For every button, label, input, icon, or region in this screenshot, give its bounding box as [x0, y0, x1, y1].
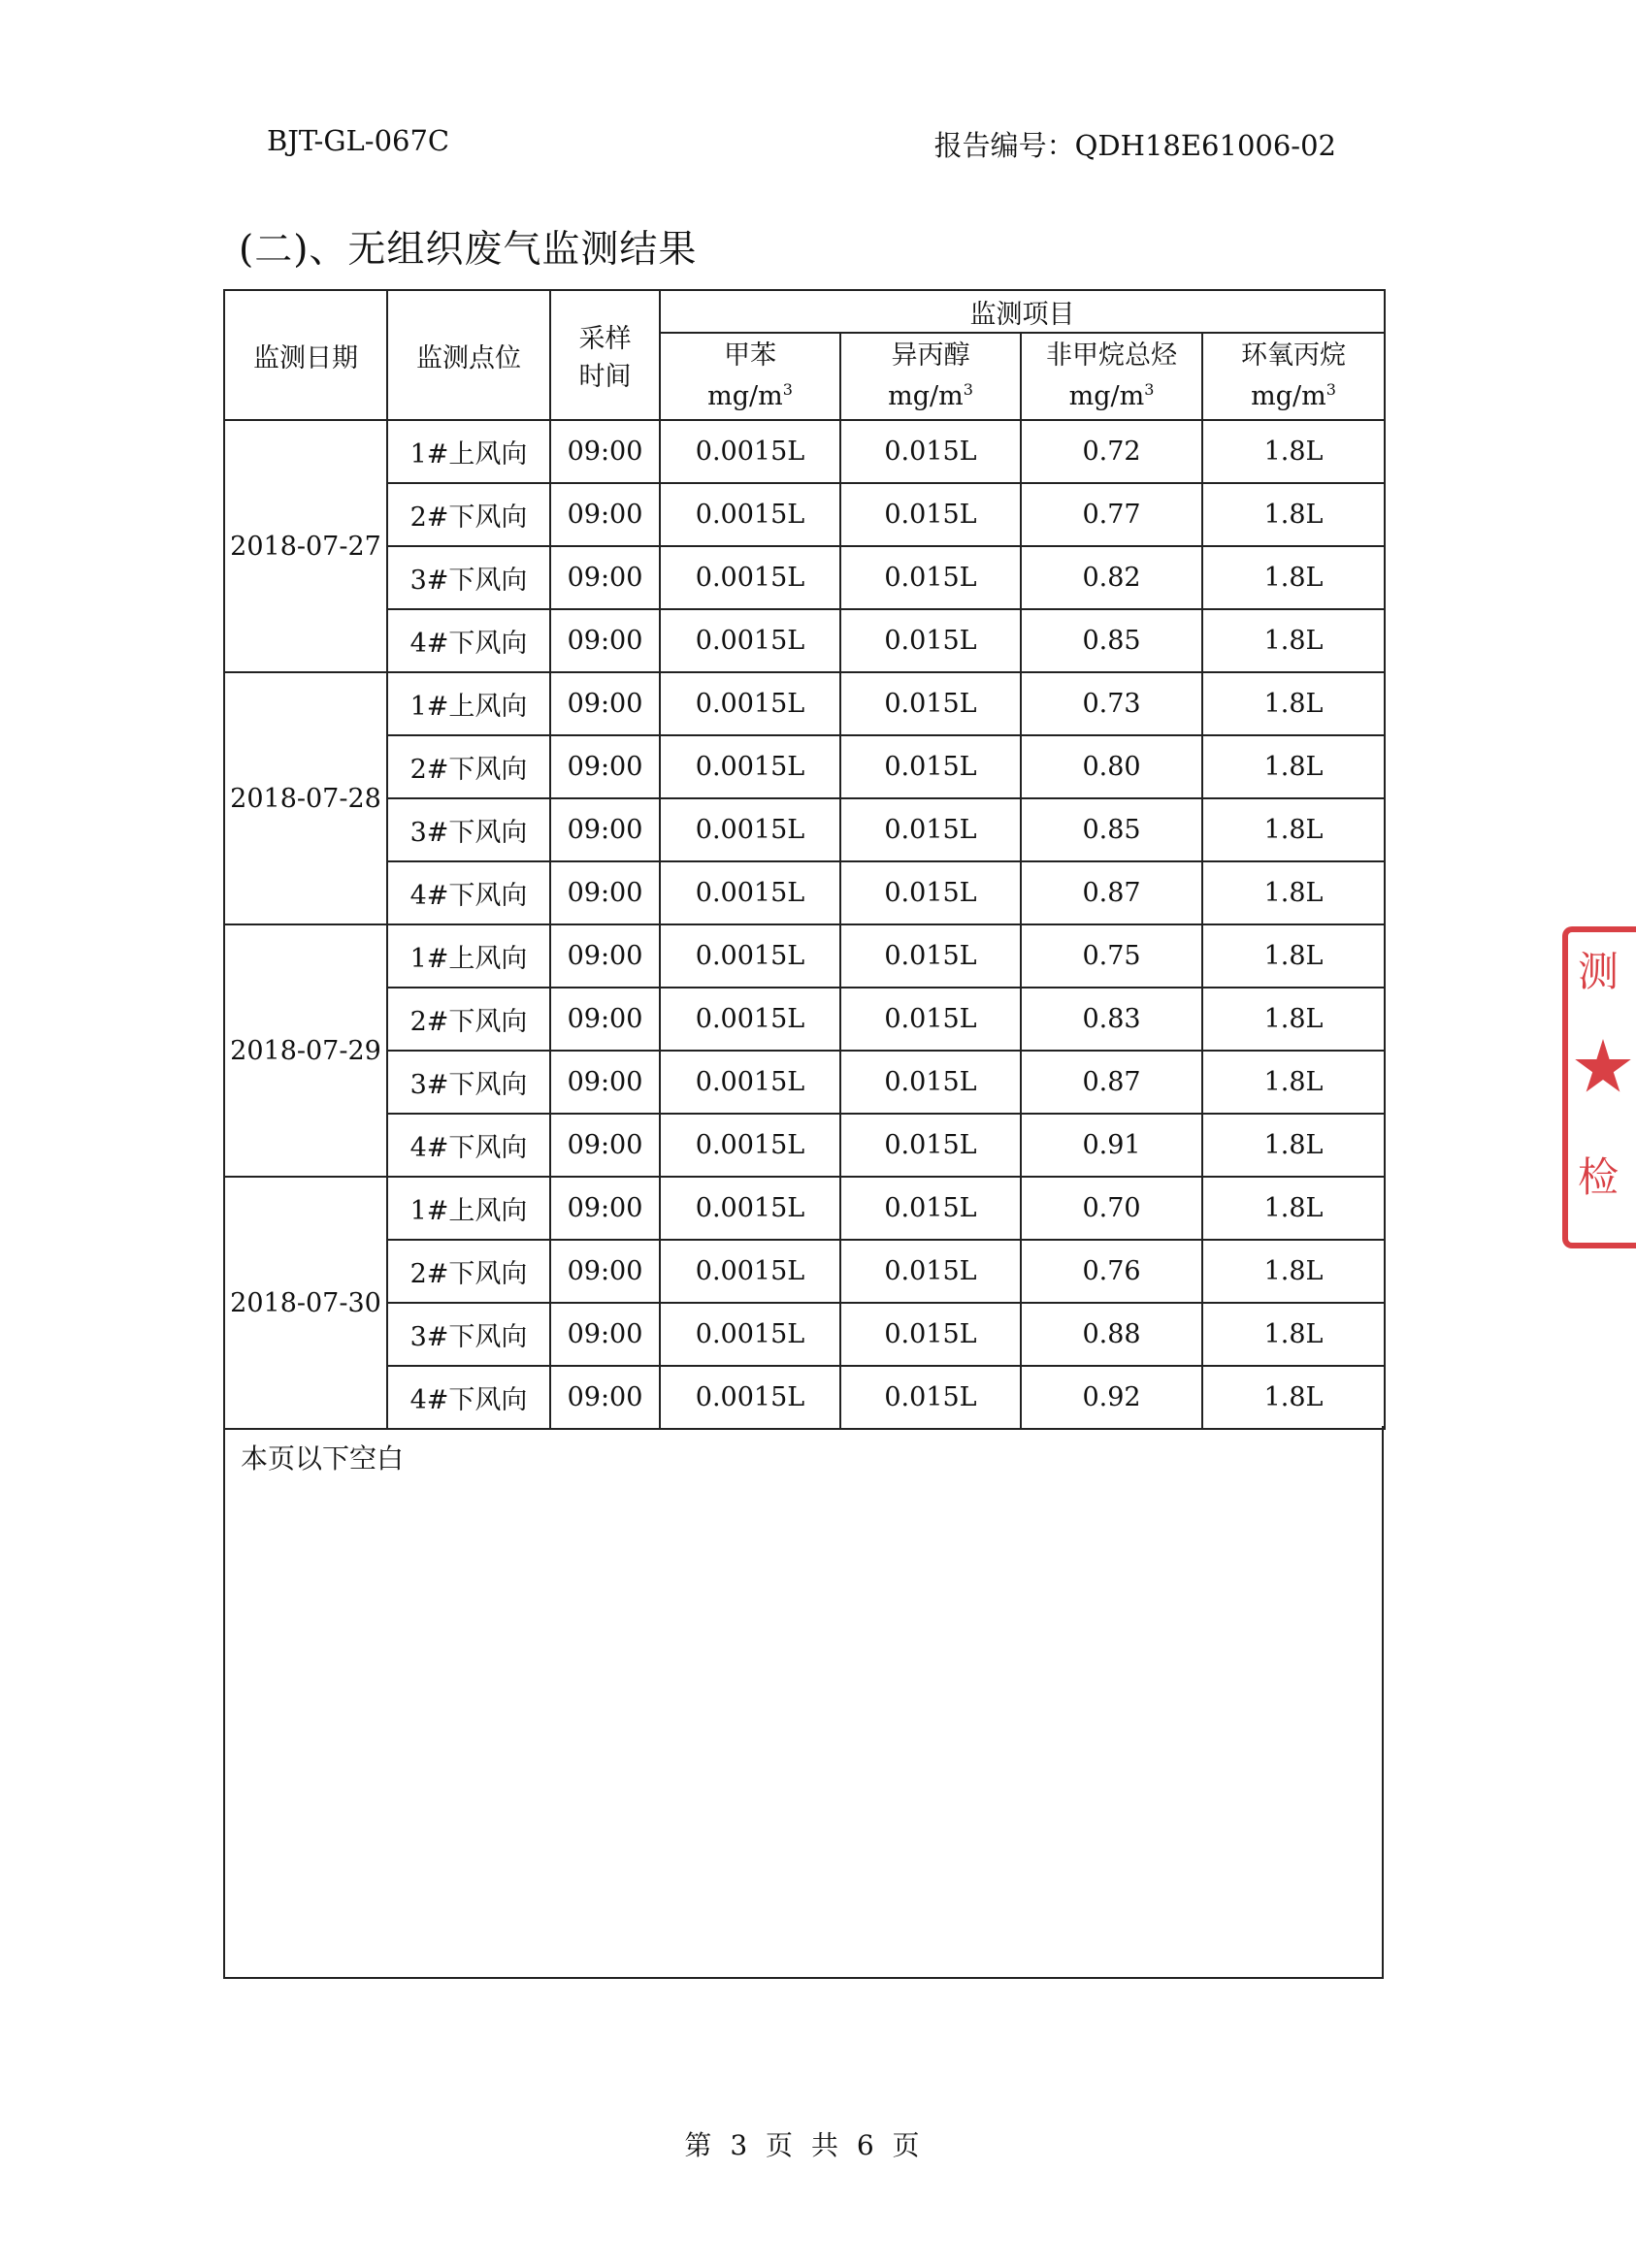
item-name: 非甲烷总烃: [1046, 340, 1177, 371]
point-cell: 3#下风向: [387, 546, 550, 609]
date-cell: 2018-07-27: [224, 420, 387, 672]
point-cell: 1#上风向: [387, 924, 550, 988]
table-row: [224, 861, 1385, 924]
value-cell: 0.73: [1021, 672, 1202, 735]
value-cell: 0.75: [1021, 924, 1202, 988]
table-row: [224, 798, 1385, 861]
table-row: [224, 1114, 1385, 1177]
header-item: [840, 333, 1021, 420]
table-row: [224, 1303, 1385, 1366]
item-name: 环氧丙烷: [1241, 340, 1346, 371]
value-cell: 0.88: [1021, 1303, 1202, 1366]
item-unit: $mg/m^3$: [1068, 380, 1155, 411]
report-number: 报告编号：QDH18E61006-02: [933, 129, 1336, 162]
header-date: 监测日期: [224, 290, 387, 420]
value-cell: 0.0015L: [660, 1240, 840, 1303]
item-unit: $mg/m^3$: [888, 380, 973, 411]
table-row: [224, 1240, 1385, 1303]
time-cell: 09:00: [550, 672, 660, 735]
value-cell: 0.0015L: [660, 1177, 840, 1240]
value-cell: 0.015L: [840, 609, 1021, 672]
value-cell: 0.0015L: [660, 735, 840, 798]
page-footer: 第 3 页 共 6 页: [684, 2129, 920, 2161]
point-cell: 3#下风向: [387, 798, 550, 861]
value-cell: 1.8L: [1202, 1177, 1385, 1240]
time-cell: 09:00: [550, 1303, 660, 1366]
point-cell: 2#下风向: [387, 483, 550, 546]
table-row: [224, 1051, 1385, 1114]
value-cell: 0.0015L: [660, 924, 840, 988]
section-title: (二)、无组织废气监测结果: [239, 228, 698, 272]
point-cell: 1#上风向: [387, 1177, 550, 1240]
value-cell: 1.8L: [1202, 798, 1385, 861]
value-cell: 0.85: [1021, 609, 1202, 672]
value-cell: 0.015L: [840, 924, 1021, 988]
value-cell: 0.015L: [840, 1114, 1021, 1177]
value-cell: 0.015L: [840, 861, 1021, 924]
time-cell: 09:00: [550, 546, 660, 609]
value-cell: 0.72: [1021, 420, 1202, 483]
time-cell: 09:00: [550, 1051, 660, 1114]
stamp-char-2: 检: [1578, 1153, 1620, 1201]
value-cell: 1.8L: [1202, 1366, 1385, 1429]
date-cell: 2018-07-29: [224, 924, 387, 1177]
value-cell: 0.0015L: [660, 672, 840, 735]
value-cell: 0.015L: [840, 1303, 1021, 1366]
value-cell: 1.8L: [1202, 483, 1385, 546]
header-sampling-time: [550, 290, 660, 420]
value-cell: 0.0015L: [660, 1366, 840, 1429]
time-cell: 09:00: [550, 1366, 660, 1429]
value-cell: 0.015L: [840, 546, 1021, 609]
header-time-line2: 时间: [578, 362, 632, 392]
time-cell: 09:00: [550, 609, 660, 672]
value-cell: 1.8L: [1202, 546, 1385, 609]
date-cell: 2018-07-30: [224, 1177, 387, 1429]
value-cell: 1.8L: [1202, 861, 1385, 924]
item-name: 异丙醇: [891, 340, 970, 371]
value-cell: 0.015L: [840, 988, 1021, 1051]
header-item: [1202, 333, 1385, 420]
point-cell: 1#上风向: [387, 420, 550, 483]
value-cell: 0.0015L: [660, 1303, 840, 1366]
value-cell: 1.8L: [1202, 672, 1385, 735]
value-cell: 1.8L: [1202, 1240, 1385, 1303]
header-monitoring-items: 监测项目: [660, 290, 1385, 333]
time-cell: 09:00: [550, 988, 660, 1051]
value-cell: 0.015L: [840, 735, 1021, 798]
value-cell: 0.015L: [840, 798, 1021, 861]
table-row: [224, 546, 1385, 609]
table-row: [224, 1366, 1385, 1429]
value-cell: 0.0015L: [660, 798, 840, 861]
point-cell: 2#下风向: [387, 988, 550, 1051]
table-row: [224, 483, 1385, 546]
header-point: 监测点位: [387, 290, 550, 420]
blank-note: 本页以下空白: [241, 1442, 405, 1474]
point-cell: 4#下风向: [387, 609, 550, 672]
value-cell: 1.8L: [1202, 735, 1385, 798]
point-cell: 3#下风向: [387, 1051, 550, 1114]
point-cell: 1#上风向: [387, 672, 550, 735]
time-cell: 09:00: [550, 420, 660, 483]
header-item: [1021, 333, 1202, 420]
value-cell: 0.015L: [840, 1366, 1021, 1429]
value-cell: 0.0015L: [660, 546, 840, 609]
value-cell: 0.015L: [840, 672, 1021, 735]
table-row: [224, 672, 1385, 735]
time-cell: 09:00: [550, 1177, 660, 1240]
value-cell: 0.015L: [840, 1177, 1021, 1240]
item-unit: $mg/m^3$: [707, 380, 793, 411]
time-cell: 09:00: [550, 1240, 660, 1303]
blank-area: [223, 1426, 1384, 1979]
value-cell: 0.83: [1021, 988, 1202, 1051]
value-cell: 0.92: [1021, 1366, 1202, 1429]
monitoring-results-table: [223, 289, 1386, 1430]
point-cell: 4#下风向: [387, 1366, 550, 1429]
value-cell: 0.0015L: [660, 609, 840, 672]
value-cell: 1.8L: [1202, 1114, 1385, 1177]
point-cell: 3#下风向: [387, 1303, 550, 1366]
header-item: [660, 333, 840, 420]
value-cell: 1.8L: [1202, 609, 1385, 672]
value-cell: 0.77: [1021, 483, 1202, 546]
time-cell: 09:00: [550, 861, 660, 924]
table-row: [224, 609, 1385, 672]
table-row: [224, 420, 1385, 483]
value-cell: 0.91: [1021, 1114, 1202, 1177]
time-cell: 09:00: [550, 483, 660, 546]
value-cell: 0.80: [1021, 735, 1202, 798]
value-cell: 0.0015L: [660, 1114, 840, 1177]
value-cell: 0.015L: [840, 420, 1021, 483]
value-cell: 1.8L: [1202, 988, 1385, 1051]
table-row: [224, 988, 1385, 1051]
value-cell: 0.015L: [840, 1240, 1021, 1303]
value-cell: 0.015L: [840, 483, 1021, 546]
table-row: [224, 735, 1385, 798]
value-cell: 1.8L: [1202, 924, 1385, 988]
value-cell: 0.0015L: [660, 988, 840, 1051]
form-code: BJT-GL-067C: [267, 124, 450, 157]
time-cell: 09:00: [550, 798, 660, 861]
point-cell: 4#下风向: [387, 861, 550, 924]
value-cell: 0.87: [1021, 1051, 1202, 1114]
value-cell: 0.0015L: [660, 420, 840, 483]
time-cell: 09:00: [550, 1114, 660, 1177]
value-cell: 0.87: [1021, 861, 1202, 924]
table-row: [224, 924, 1385, 988]
value-cell: 0.85: [1021, 798, 1202, 861]
date-cell: 2018-07-28: [224, 672, 387, 924]
value-cell: 0.015L: [840, 1051, 1021, 1114]
header-time-line1: 采样: [578, 324, 632, 354]
item-unit: $mg/m^3$: [1251, 380, 1336, 411]
item-name: 甲苯: [724, 340, 776, 371]
value-cell: 0.70: [1021, 1177, 1202, 1240]
value-cell: 0.0015L: [660, 483, 840, 546]
table-row: [224, 1177, 1385, 1240]
value-cell: 1.8L: [1202, 420, 1385, 483]
star-icon: [1574, 1039, 1632, 1097]
red-seal-stamp: [1562, 926, 1636, 1248]
value-cell: 1.8L: [1202, 1303, 1385, 1366]
value-cell: 0.76: [1021, 1240, 1202, 1303]
time-cell: 09:00: [550, 735, 660, 798]
point-cell: 2#下风向: [387, 1240, 550, 1303]
value-cell: 1.8L: [1202, 1051, 1385, 1114]
value-cell: 0.0015L: [660, 861, 840, 924]
stamp-char-1: 测: [1578, 948, 1620, 995]
value-cell: 0.82: [1021, 546, 1202, 609]
point-cell: 4#下风向: [387, 1114, 550, 1177]
time-cell: 09:00: [550, 924, 660, 988]
point-cell: 2#下风向: [387, 735, 550, 798]
value-cell: 0.0015L: [660, 1051, 840, 1114]
